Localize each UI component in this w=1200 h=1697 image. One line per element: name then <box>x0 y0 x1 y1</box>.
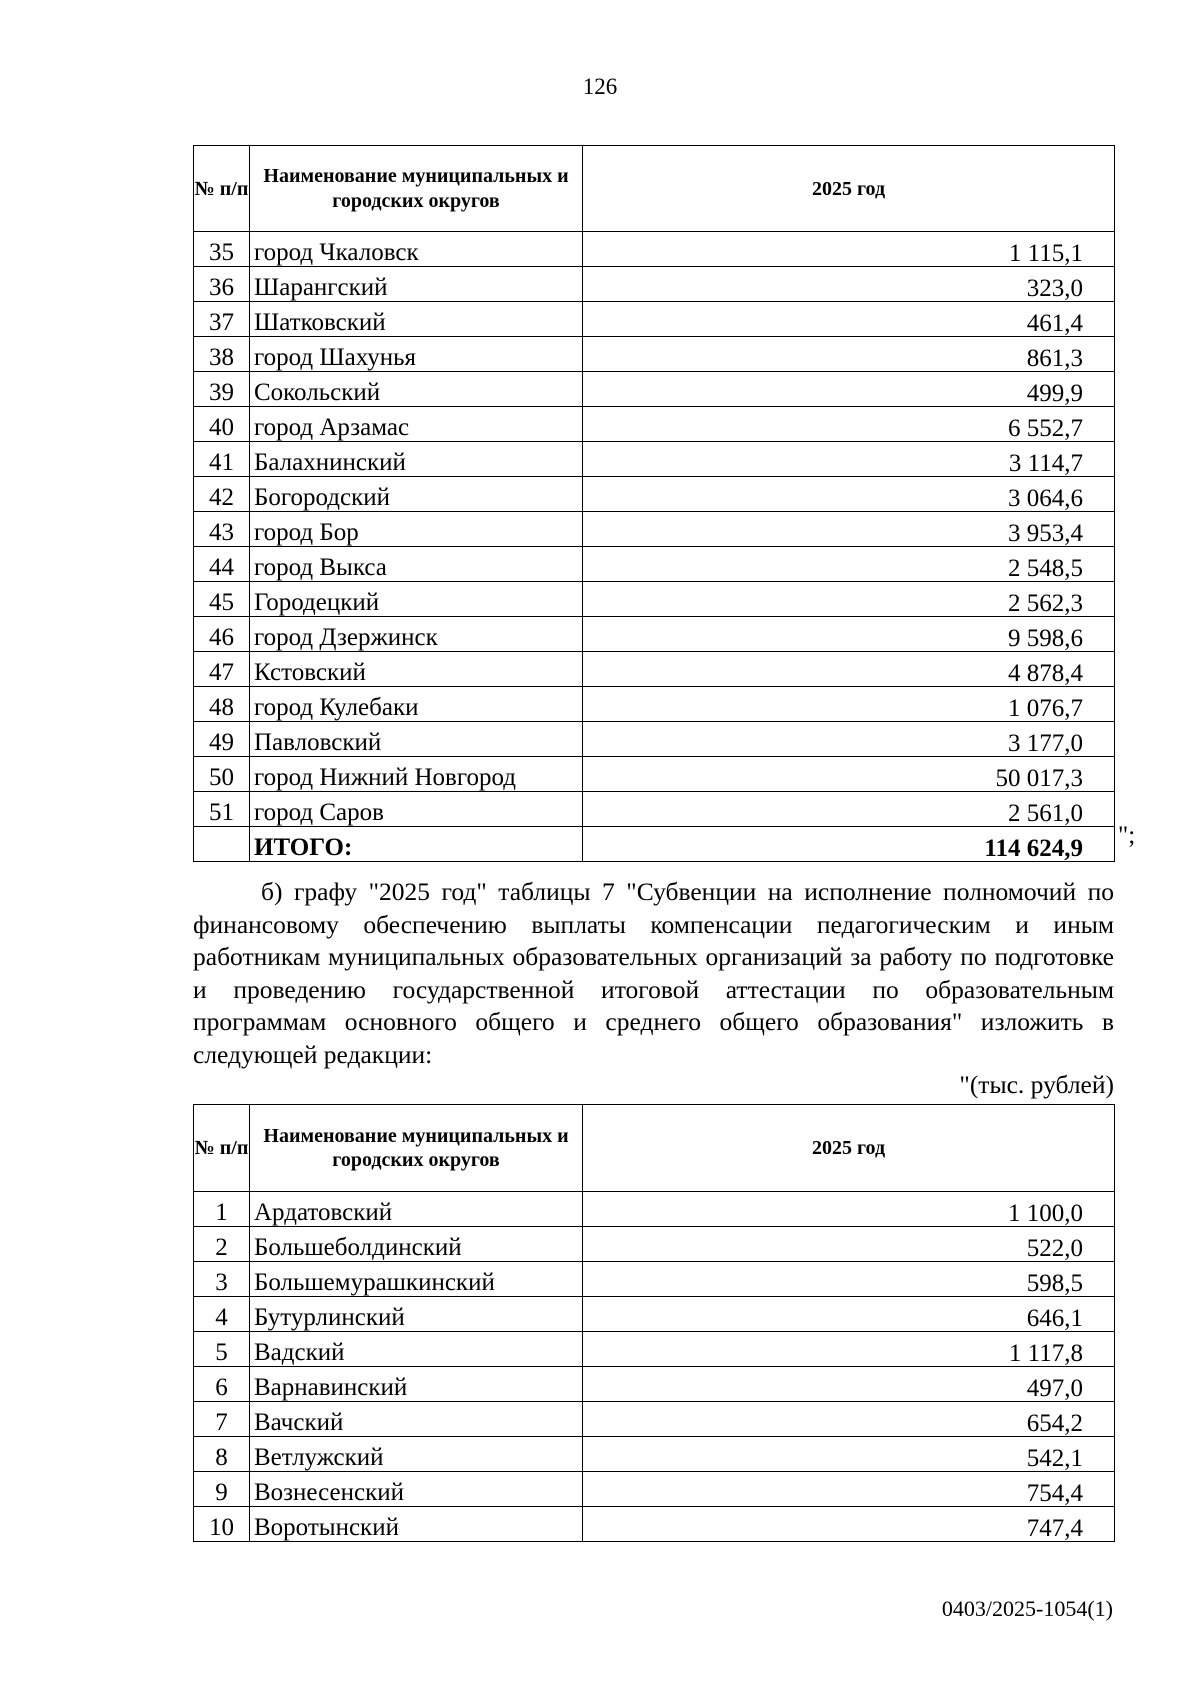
row-value: 4 878,4 <box>583 652 1115 687</box>
row-name: Шатковский <box>250 302 583 337</box>
subvention-table-7 <box>193 1104 1115 1542</box>
table-header-row <box>194 146 1115 232</box>
table-row <box>194 372 1115 407</box>
row-name: город Саров <box>250 792 583 827</box>
row-name: Бутурлинский <box>250 1297 583 1332</box>
table-row <box>194 1472 1115 1507</box>
table-row <box>194 547 1115 582</box>
row-value: 654,2 <box>583 1402 1115 1437</box>
row-value: 747,4 <box>583 1507 1115 1542</box>
row-number: 41 <box>194 442 250 477</box>
row-value: 1 100,0 <box>583 1192 1115 1227</box>
subsidy-table-continued <box>193 145 1115 862</box>
row-value: 3 064,6 <box>583 477 1115 512</box>
row-name: Богородский <box>250 477 583 512</box>
total-value: 114 624,9 <box>583 827 1115 862</box>
row-number: 45 <box>194 582 250 617</box>
row-value: 646,1 <box>583 1297 1115 1332</box>
header-name: Наименование муниципальных и городских округов <box>250 146 583 232</box>
row-number: 9 <box>194 1472 250 1507</box>
row-name: город Арзамас <box>250 407 583 442</box>
table-row <box>194 302 1115 337</box>
row-number: 5 <box>194 1332 250 1367</box>
units-label: "(тыс. рублей) <box>959 1070 1114 1099</box>
table-row <box>194 512 1115 547</box>
row-value: 542,1 <box>583 1437 1115 1472</box>
row-name: город Нижний Новгород <box>250 757 583 792</box>
row-value: 861,3 <box>583 337 1115 372</box>
table-row <box>194 792 1115 827</box>
row-value: 461,4 <box>583 302 1115 337</box>
row-number: 44 <box>194 547 250 582</box>
row-name: город Выкса <box>250 547 583 582</box>
table-header-row <box>194 1105 1115 1192</box>
row-name: Павловский <box>250 722 583 757</box>
row-number: 7 <box>194 1402 250 1437</box>
row-number: 8 <box>194 1437 250 1472</box>
row-number: 42 <box>194 477 250 512</box>
row-value: 323,0 <box>583 267 1115 302</box>
row-name: Шарангский <box>250 267 583 302</box>
row-name: Балахнинский <box>250 442 583 477</box>
row-number: 1 <box>194 1192 250 1227</box>
row-name: Варнавинский <box>250 1367 583 1402</box>
row-number: 35 <box>194 232 250 267</box>
row-value: 2 548,5 <box>583 547 1115 582</box>
row-name: город Бор <box>250 512 583 547</box>
row-name: Вознесенский <box>250 1472 583 1507</box>
table-row <box>194 687 1115 722</box>
table-body <box>194 232 1115 827</box>
table-row <box>194 722 1115 757</box>
table-row <box>194 477 1115 512</box>
table-row <box>194 652 1115 687</box>
table-row <box>194 337 1115 372</box>
row-value: 1 115,1 <box>583 232 1115 267</box>
row-value: 598,5 <box>583 1262 1115 1297</box>
row-number: 37 <box>194 302 250 337</box>
page-number: 126 <box>582 74 618 99</box>
table-row <box>194 1262 1115 1297</box>
row-number: 43 <box>194 512 250 547</box>
row-name: Ветлужский <box>250 1437 583 1472</box>
row-number: 3 <box>194 1262 250 1297</box>
row-name: Ардатовский <box>250 1192 583 1227</box>
table-row <box>194 1297 1115 1332</box>
document-code: 0403/2025-1054(1) <box>941 1596 1113 1621</box>
header-number: № п/п <box>194 146 250 232</box>
header-name: Наименование муниципальных и городских округов <box>250 1105 583 1192</box>
row-value: 499,9 <box>583 372 1115 407</box>
row-name: Сокольский <box>250 372 583 407</box>
amendment-text: б) графу "2025 год" таблицы 7 "Субвенции на исполнение полномочий по финансовому обеспечению выплаты компенсации педагогическим и иным работникам муниципальных образовательных организаций за работу по подготовке и проведению государственной итоговой аттестации по образовательным программам основного общего и среднего общего образования" изложить в следующей редакции: <box>193 877 1114 1069</box>
row-name: город Дзержинск <box>250 617 583 652</box>
row-value: 522,0 <box>583 1227 1115 1262</box>
table-row <box>194 582 1115 617</box>
table-row <box>194 1227 1115 1262</box>
row-name: Вачский <box>250 1402 583 1437</box>
row-number: 51 <box>194 792 250 827</box>
row-number: 39 <box>194 372 250 407</box>
row-name: город Кулебаки <box>250 687 583 722</box>
header-year: 2025 год <box>583 1105 1115 1192</box>
table-row <box>194 232 1115 267</box>
row-value: 6 552,7 <box>583 407 1115 442</box>
table-row <box>194 1192 1115 1227</box>
row-name: Вадский <box>250 1332 583 1367</box>
row-number: 47 <box>194 652 250 687</box>
row-number: 40 <box>194 407 250 442</box>
row-number: 49 <box>194 722 250 757</box>
row-name: город Шахунья <box>250 337 583 372</box>
header-year: 2025 год <box>583 146 1115 232</box>
row-value: 1 076,7 <box>583 687 1115 722</box>
row-number: 4 <box>194 1297 250 1332</box>
row-number: 46 <box>194 617 250 652</box>
table-row <box>194 1332 1115 1367</box>
row-value: 3 953,4 <box>583 512 1115 547</box>
table-row <box>194 617 1115 652</box>
row-value: 754,4 <box>583 1472 1115 1507</box>
table-row <box>194 1367 1115 1402</box>
row-name: город Чкаловск <box>250 232 583 267</box>
row-value: 3 114,7 <box>583 442 1115 477</box>
row-name: Кстовский <box>250 652 583 687</box>
row-number: 2 <box>194 1227 250 1262</box>
header-number: № п/п <box>194 1105 250 1192</box>
total-row <box>194 827 1115 862</box>
row-value: 2 561,0 <box>583 792 1115 827</box>
amendment-paragraph <box>193 876 1114 1071</box>
row-value: 3 177,0 <box>583 722 1115 757</box>
row-value: 1 117,8 <box>583 1332 1115 1367</box>
table-row <box>194 1402 1115 1437</box>
table-row <box>194 442 1115 477</box>
row-number: 6 <box>194 1367 250 1402</box>
row-number: 48 <box>194 687 250 722</box>
table-row <box>194 757 1115 792</box>
table-body <box>194 1192 1115 1542</box>
row-number: 36 <box>194 267 250 302</box>
row-value: 9 598,6 <box>583 617 1115 652</box>
row-number: 38 <box>194 337 250 372</box>
row-name: Городецкий <box>250 582 583 617</box>
row-name: Воротынский <box>250 1507 583 1542</box>
total-label: ИТОГО: <box>250 827 583 862</box>
row-value: 50 017,3 <box>583 757 1115 792</box>
table-row <box>194 1507 1115 1542</box>
row-name: Большемурашкинский <box>250 1262 583 1297</box>
table-row <box>194 1437 1115 1472</box>
row-value: 497,0 <box>583 1367 1115 1402</box>
row-name: Большеболдинский <box>250 1227 583 1262</box>
closing-quote: "; <box>1118 822 1136 849</box>
total-number-cell <box>194 827 250 862</box>
row-number: 50 <box>194 757 250 792</box>
table-row <box>194 267 1115 302</box>
row-number: 10 <box>194 1507 250 1542</box>
table-row <box>194 407 1115 442</box>
row-value: 2 562,3 <box>583 582 1115 617</box>
